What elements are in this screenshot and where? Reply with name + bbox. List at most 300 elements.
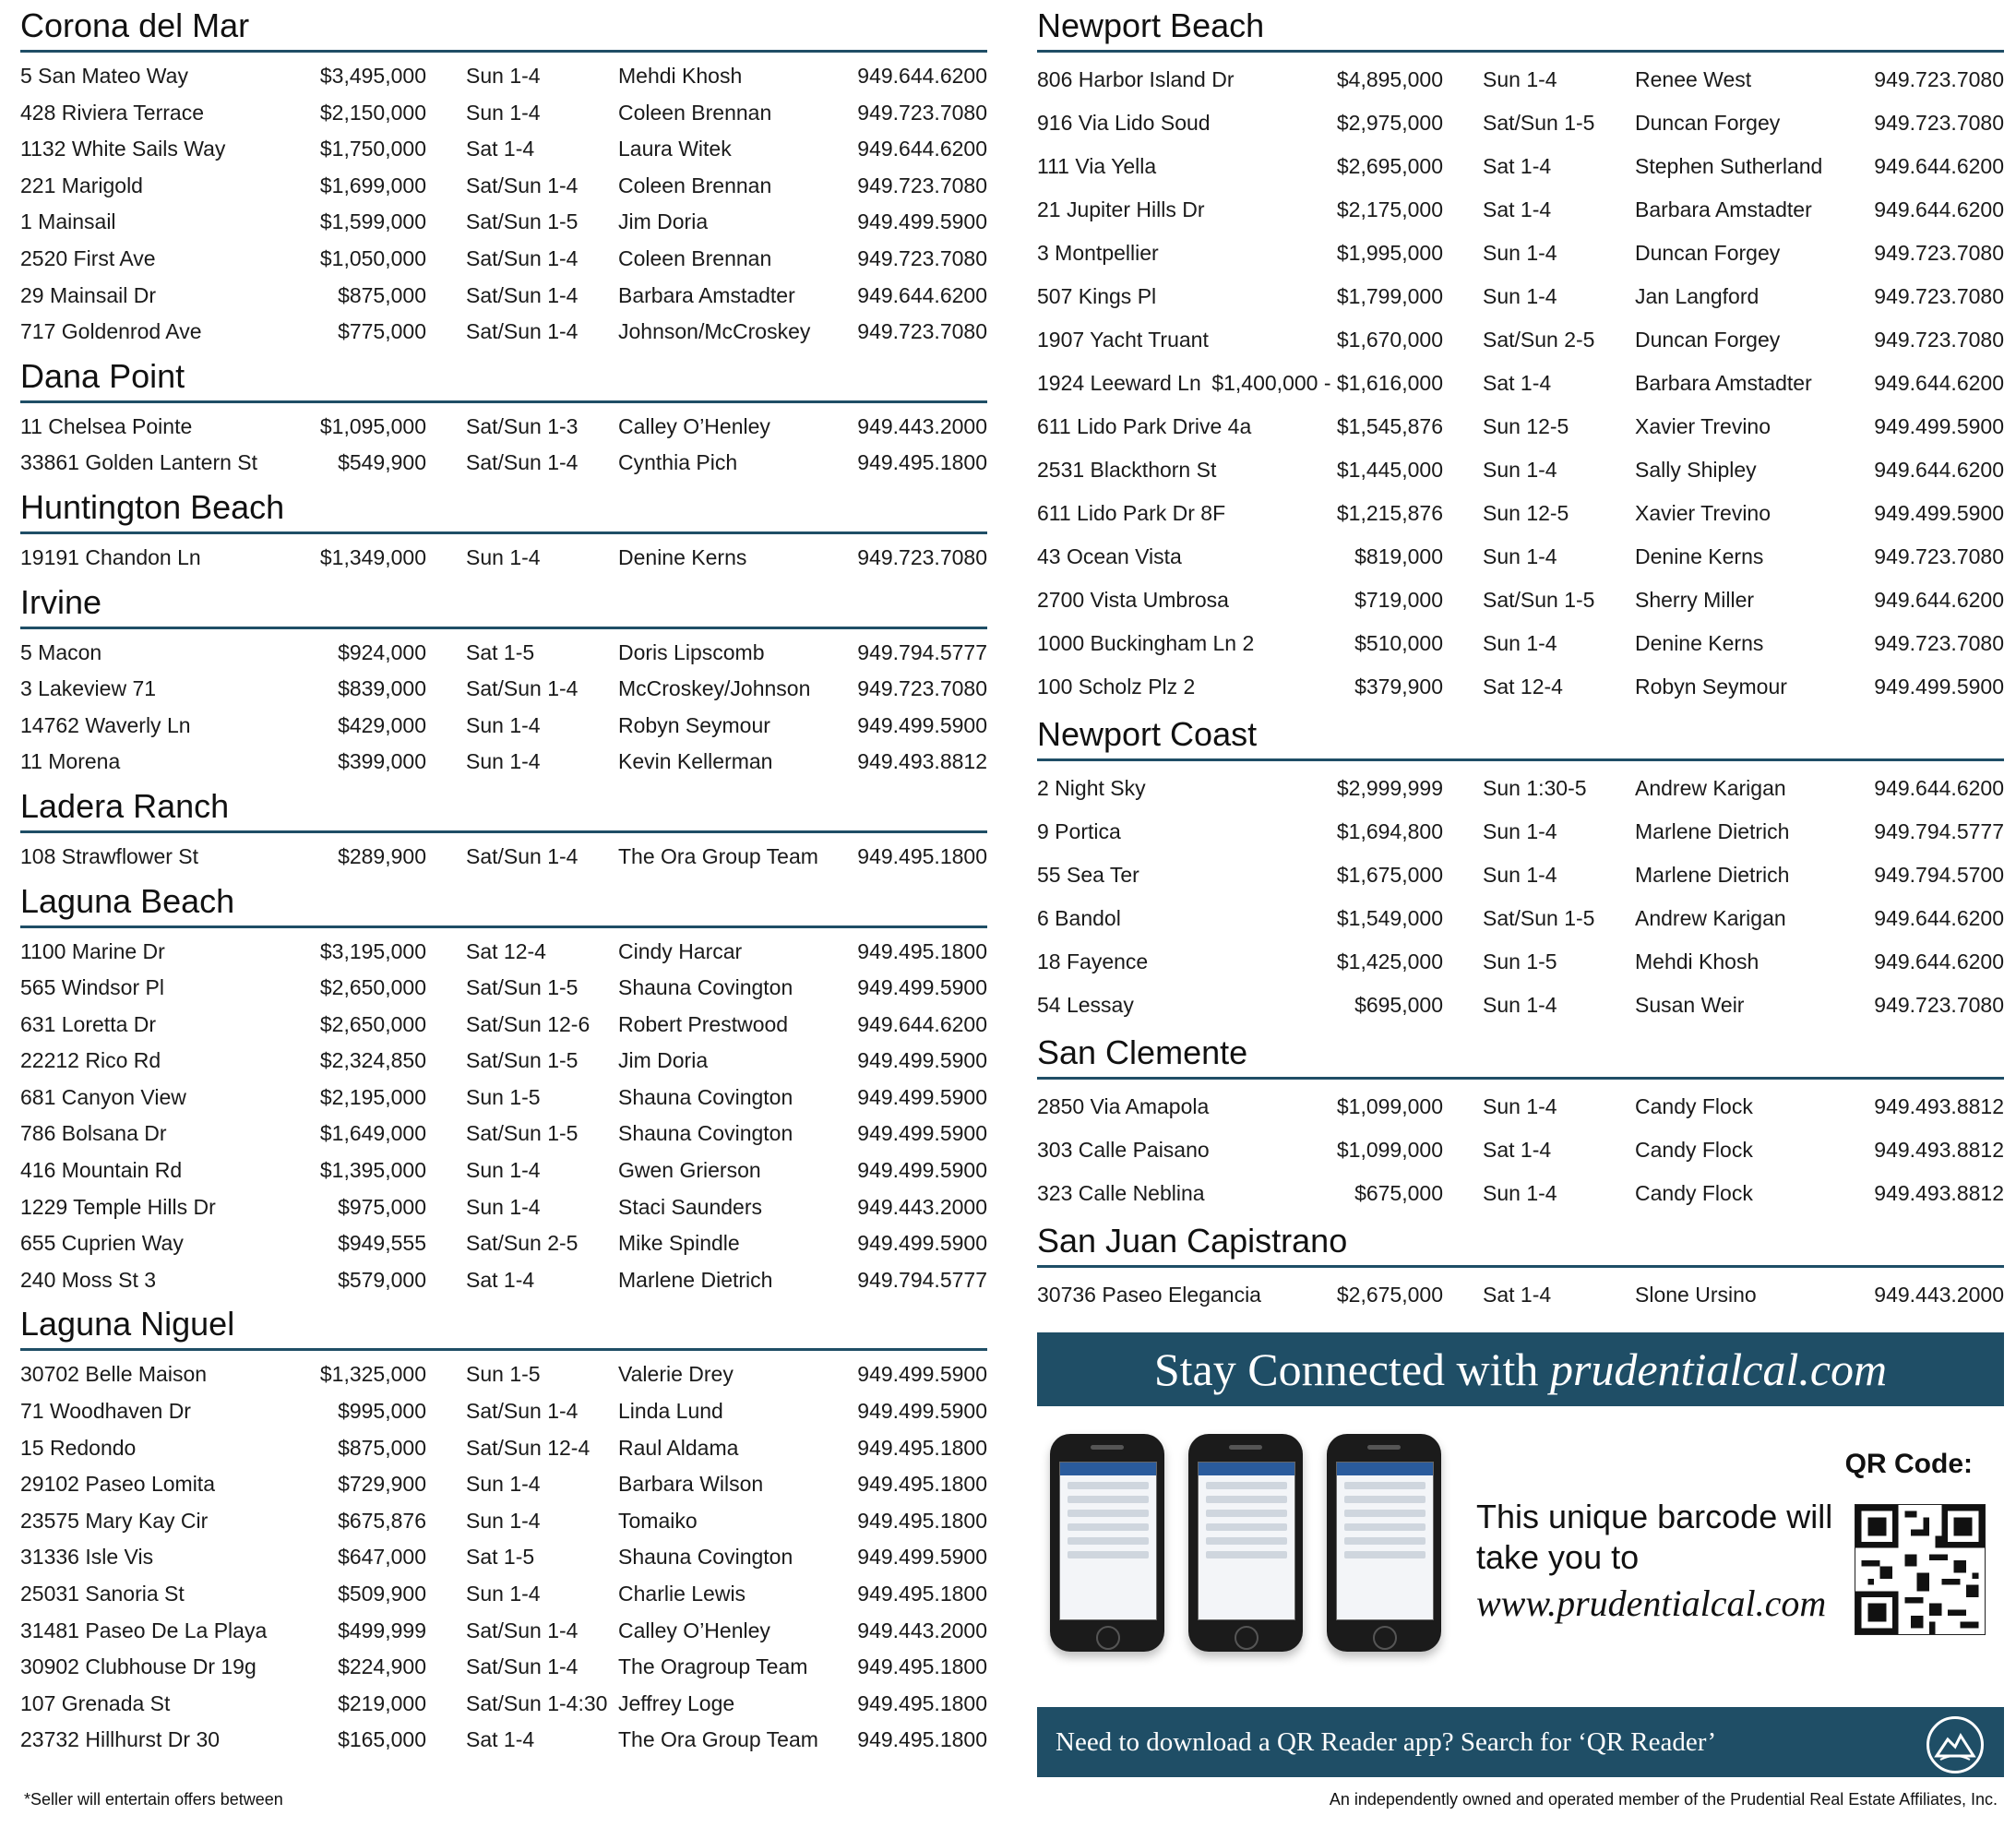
listing-row	[20, 1080, 987, 1116]
listing-price: $1,445,000	[1336, 458, 1443, 482]
listing-open-house-time: Sat/Sun 1-4:30	[466, 1690, 608, 1715]
listing-price: $1,325,000	[319, 1362, 426, 1387]
listing-price: $1,699,000	[319, 173, 426, 197]
listing-open-house-time: Sun 1-4	[466, 712, 541, 737]
listing-phone[interactable]: 949.644.6200	[857, 64, 987, 88]
listing-phone[interactable]: 949.499.5900	[1874, 501, 2004, 525]
listing-list	[20, 1351, 987, 1759]
listing-agent: Kevin Kellerman	[618, 749, 773, 774]
listing-phone[interactable]: 949.493.8812	[1874, 1138, 2004, 1162]
listing-open-house-time: Sun 1-4	[1483, 458, 1557, 482]
listing-open-house-time: Sat/Sun 1-5	[1483, 588, 1595, 612]
listing-agent: Candy Flock	[1635, 1094, 1753, 1118]
listing-address: 9 Portica	[1037, 819, 1121, 843]
banner-site[interactable]: prudentialcal.com	[1549, 1343, 1888, 1395]
listing-phone[interactable]: 949.723.7080	[857, 245, 987, 270]
listing-phone[interactable]: 949.493.8812	[857, 749, 987, 774]
listing-phone[interactable]: 949.723.7080	[1874, 241, 2004, 265]
listing-phone[interactable]: 949.499.5900	[857, 1545, 987, 1570]
listing-phone[interactable]: 949.644.6200	[1874, 371, 2004, 395]
qr-url[interactable]: www.prudentialcal.com	[1476, 1582, 1827, 1624]
listing-open-house-time: Sat/Sun 2-5	[1483, 328, 1595, 352]
listing-phone[interactable]: 949.723.7080	[1874, 67, 2004, 91]
listing-row	[1037, 145, 2004, 188]
listing-agent: Jeffrey Loge	[618, 1690, 735, 1715]
listing-open-house-time: Sat 1-5	[466, 639, 535, 664]
listing-phone[interactable]: 949.644.6200	[857, 1011, 987, 1036]
listing-agent: Barbara Amstadter	[1635, 371, 1812, 395]
listing-agent: Jim Doria	[618, 209, 709, 234]
listing-row	[20, 131, 987, 168]
listing-phone[interactable]: 949.495.1800	[857, 1472, 987, 1497]
qr-reader-bar	[1037, 1707, 2004, 1777]
listing-address: 107 Grenada St	[20, 1690, 171, 1715]
listing-open-house-time: Sat/Sun 1-4	[466, 450, 579, 475]
listing-open-house-time: Sun 1-4	[466, 1472, 541, 1497]
city-title: San Clemente	[1037, 1034, 2004, 1080]
listing-phone[interactable]: 949.493.8812	[1874, 1094, 2004, 1118]
listing-phone[interactable]: 949.794.5777	[857, 639, 987, 664]
listing-agent: Andrew Karigan	[1635, 906, 1786, 930]
listing-agent: Slone Ursino	[1635, 1283, 1757, 1307]
listing-row	[20, 445, 987, 482]
listing-address: 611 Lido Park Drive 4a	[1037, 414, 1252, 438]
city-section	[1037, 1223, 2004, 1317]
listing-address: 31336 Isle Vis	[20, 1545, 154, 1570]
listing-open-house-time: Sat/Sun 2-5	[466, 1231, 579, 1256]
listing-row	[20, 1262, 987, 1299]
listing-row	[1037, 665, 2004, 709]
listing-price: $1,395,000	[319, 1158, 426, 1183]
listing-list	[20, 534, 987, 577]
listing-address: 18 Fayence	[1037, 949, 1149, 973]
listing-open-house-time: Sun 1-4	[1483, 631, 1557, 655]
city-title: Newport Coast	[1037, 716, 2004, 761]
listing-phone[interactable]: 949.495.1800	[857, 843, 987, 868]
listing-address: 1229 Temple Hills Dr	[20, 1194, 216, 1219]
listing-price: $2,975,000	[1336, 111, 1443, 135]
listing-address: 806 Harbor Island Dr	[1037, 67, 1235, 91]
listing-phone[interactable]: 949.443.2000	[857, 1618, 987, 1642]
listing-phone[interactable]: 949.495.1800	[857, 450, 987, 475]
listing-open-house-time: Sun 1-4	[466, 749, 541, 774]
listing-open-house-time: Sat/Sun 1-4	[466, 1618, 579, 1642]
listing-list	[20, 928, 987, 1299]
listing-price: $379,900	[1354, 675, 1443, 699]
listing-address: 1907 Yacht Truant	[1037, 328, 1209, 352]
listing-phone[interactable]: 949.794.5700	[1874, 863, 2004, 887]
listing-open-house-time: Sat 1-4	[1483, 1283, 1552, 1307]
city-title: Laguna Niguel	[20, 1306, 987, 1351]
listing-list	[1037, 761, 2004, 1027]
listing-price: $719,000	[1354, 588, 1443, 612]
listing-row	[20, 314, 987, 351]
affiliate-disclaimer: An independently owned and operated member of the Prudential Real Estate Affiliates, Inc.	[1329, 1790, 1998, 1809]
listing-phone[interactable]: 949.644.6200	[1874, 154, 2004, 178]
listing-price: $579,000	[338, 1267, 426, 1292]
listing-agent: Mike Spindle	[618, 1231, 740, 1256]
listing-row	[1037, 940, 2004, 984]
listing-list	[20, 403, 987, 482]
listing-agent: Duncan Forgey	[1635, 111, 1781, 135]
listing-phone[interactable]: 949.443.2000	[857, 413, 987, 438]
listing-price: $695,000	[1354, 993, 1443, 1017]
listing-price: $3,195,000	[319, 938, 426, 963]
footnote: *Seller will entertain offers between	[24, 1790, 283, 1809]
listing-open-house-time: Sat 1-4	[1483, 154, 1552, 178]
listing-row	[1037, 1172, 2004, 1215]
listing-address: 43 Ocean Vista	[1037, 544, 1182, 568]
listing-address: 323 Calle Neblina	[1037, 1181, 1205, 1205]
listing-open-house-time: Sat 12-4	[1483, 675, 1563, 699]
listing-price: $839,000	[338, 676, 426, 701]
listing-row	[20, 1539, 987, 1576]
listing-address: 11 Morena	[20, 749, 121, 774]
listing-address: 303 Calle Paisano	[1037, 1138, 1210, 1162]
listing-address: 240 Moss St 3	[20, 1267, 157, 1292]
listing-phone[interactable]: 949.499.5900	[857, 209, 987, 234]
qr-code-label: QR Code:	[1844, 1449, 1973, 1479]
listing-agent: Cindy Harcar	[618, 938, 743, 963]
listing-price: $1,425,000	[1336, 949, 1443, 973]
qr-reader-text: Need to download a QR Reader app? Search for ‘QR Reader’	[1056, 1727, 1717, 1757]
listing-row	[20, 95, 987, 132]
listing-price: $1,095,000	[319, 413, 426, 438]
listing-open-house-time: Sat/Sun 1-5	[466, 209, 579, 234]
listing-open-house-time: Sat/Sun 1-3	[466, 413, 579, 438]
listing-row	[20, 1225, 987, 1262]
city-section	[20, 358, 987, 482]
listing-agent: Duncan Forgey	[1635, 328, 1781, 352]
listing-agent: McCroskey/Johnson	[618, 676, 811, 701]
listing-price: $2,175,000	[1336, 197, 1443, 221]
listing-phone[interactable]: 949.723.7080	[1874, 993, 2004, 1017]
listing-address: 22212 Rico Rd	[20, 1048, 161, 1073]
listing-phone[interactable]: 949.495.1800	[857, 1435, 987, 1460]
listing-phone[interactable]: 949.644.6200	[1874, 197, 2004, 221]
listing-address: 655 Cuprien Way	[20, 1231, 184, 1256]
listing-phone[interactable]: 949.499.5900	[1874, 414, 2004, 438]
listing-row	[1037, 579, 2004, 622]
listing-phone[interactable]: 949.499.5900	[857, 1399, 987, 1424]
listing-open-house-time: Sun 12-5	[1483, 414, 1569, 438]
listing-agent: Mehdi Khosh	[618, 64, 743, 88]
listing-price: $4,895,000	[1336, 67, 1443, 91]
listing-agent: Marlene Dietrich	[1635, 863, 1790, 887]
listing-phone[interactable]: 949.499.5900	[857, 712, 987, 737]
listing-agent: The Oragroup Team	[618, 1654, 808, 1679]
listing-address: 30702 Belle Maison	[20, 1362, 208, 1387]
listing-price: $549,900	[338, 450, 426, 475]
city-title: San Juan Capistrano	[1037, 1223, 2004, 1268]
listing-phone[interactable]: 949.644.6200	[857, 137, 987, 161]
listing-open-house-time: Sat 12-4	[466, 938, 546, 963]
right-column	[1037, 0, 2004, 1317]
listing-open-house-time: Sun 1-4	[466, 64, 541, 88]
listing-agent: Calley O’Henley	[618, 1618, 770, 1642]
listing-phone[interactable]: 949.499.5900	[857, 1362, 987, 1387]
listing-address: 29 Mainsail Dr	[20, 282, 156, 307]
listing-list	[1037, 1268, 2004, 1317]
listing-phone[interactable]: 949.644.6200	[1874, 776, 2004, 800]
listing-phone[interactable]: 949.723.7080	[857, 676, 987, 701]
listing-phone[interactable]: 949.723.7080	[1874, 284, 2004, 308]
listing-price: $1,099,000	[1336, 1138, 1443, 1162]
listing-row	[1037, 1273, 2004, 1317]
city-title: Huntington Beach	[20, 489, 987, 534]
listing-price: $2,695,000	[1336, 154, 1443, 178]
listing-agent: Laura Witek	[618, 137, 732, 161]
listing-row	[1037, 405, 2004, 448]
listing-agent: Susan Weir	[1635, 993, 1745, 1017]
listing-price: $1,215,876	[1336, 501, 1443, 525]
listing-address: 15 Redondo	[20, 1435, 137, 1460]
listing-agent: Shauna Covington	[618, 1084, 793, 1109]
listing-row	[1037, 810, 2004, 854]
listing-phone[interactable]: 949.495.1800	[857, 938, 987, 963]
listing-phone[interactable]: 949.644.6200	[1874, 949, 2004, 973]
listing-row	[20, 744, 987, 781]
listing-row	[20, 671, 987, 708]
listing-address: 507 Kings Pl	[1037, 284, 1157, 308]
listing-list	[1037, 1080, 2004, 1215]
listing-phone[interactable]: 949.443.2000	[1874, 1283, 2004, 1307]
listing-agent: Sally Shipley	[1635, 458, 1757, 482]
qr-code-icon[interactable]	[1855, 1504, 1986, 1635]
listing-phone[interactable]: 949.644.6200	[1874, 906, 2004, 930]
listing-open-house-time: Sat/Sun 1-5	[466, 1121, 579, 1146]
listing-phone[interactable]: 949.499.5900	[857, 1158, 987, 1183]
listing-phone[interactable]: 949.723.7080	[1874, 328, 2004, 352]
listing-phone[interactable]: 949.499.5900	[857, 1048, 987, 1073]
listing-agent: Johnson/McCroskey	[618, 319, 811, 344]
listing-phone[interactable]: 949.443.2000	[857, 1194, 987, 1219]
smartphone-icon	[1050, 1434, 1164, 1652]
city-section	[1037, 716, 2004, 1027]
listing-price: $2,650,000	[319, 1011, 426, 1036]
listing-phone[interactable]: 949.723.7080	[1874, 544, 2004, 568]
listing-open-house-time: Sun 12-5	[1483, 501, 1569, 525]
listing-row	[1037, 188, 2004, 232]
qr-description: This unique barcode will take you to	[1476, 1498, 1833, 1576]
listing-address: 19191 Chandon Ln	[20, 544, 201, 569]
smartphone-icon	[1188, 1434, 1303, 1652]
listing-open-house-time: Sun 1-4	[1483, 863, 1557, 887]
listing-price: $2,675,000	[1336, 1283, 1443, 1307]
listing-agent: Robert Prestwood	[618, 1011, 789, 1036]
listing-address: 2 Night Sky	[1037, 776, 1146, 800]
listing-open-house-time: Sun 1-4	[1483, 993, 1557, 1017]
listing-agent: Jim Doria	[618, 1048, 709, 1073]
listing-agent: Mehdi Khosh	[1635, 949, 1760, 973]
listing-address: 1 Mainsail	[20, 209, 116, 234]
listing-agent: Barbara Amstadter	[618, 282, 795, 307]
city-section	[20, 788, 987, 876]
listing-row	[1037, 897, 2004, 940]
listing-address: 71 Woodhaven Dr	[20, 1399, 191, 1424]
listing-open-house-time: Sat/Sun 1-4	[466, 319, 579, 344]
listing-address: 23732 Hillhurst Dr 30	[20, 1727, 221, 1752]
listing-open-house-time: Sat/Sun 1-4	[466, 245, 579, 270]
listing-phone[interactable]: 949.644.6200	[857, 282, 987, 307]
listing-address: 14762 Waverly Ln	[20, 712, 191, 737]
listing-address: 6 Bandol	[1037, 906, 1121, 930]
listing-phone[interactable]: 949.495.1800	[857, 1727, 987, 1752]
listing-price: $675,000	[1354, 1181, 1443, 1205]
listing-agent: Cynthia Pich	[618, 450, 738, 475]
listing-address: 111 Via Yella	[1037, 154, 1157, 178]
listing-agent: Barbara Wilson	[618, 1472, 764, 1497]
listing-open-house-time: Sun 1-5	[466, 1362, 541, 1387]
listing-address: 1132 White Sails Way	[20, 137, 226, 161]
listing-row	[20, 1189, 987, 1226]
listing-address: 1924 Leeward Ln	[1037, 371, 1201, 395]
listing-price: $1,400,000 - $1,616,000	[1211, 371, 1443, 395]
listing-price: $2,195,000	[319, 1084, 426, 1109]
listing-price: $2,150,000	[319, 100, 426, 125]
listing-open-house-time: Sun 1-5	[1483, 949, 1557, 973]
listing-price: $1,995,000	[1336, 241, 1443, 265]
listing-phone[interactable]: 949.723.7080	[857, 173, 987, 197]
listing-price: $1,670,000	[1336, 328, 1443, 352]
listing-price: $1,599,000	[319, 209, 426, 234]
listing-row	[1037, 362, 2004, 405]
listing-address: 416 Mountain Rd	[20, 1158, 183, 1183]
city-section	[20, 1306, 987, 1759]
listing-agent: Valerie Drey	[618, 1362, 734, 1387]
listing-address: 2850 Via Amapola	[1037, 1094, 1210, 1118]
listing-agent: Andrew Karigan	[1635, 776, 1786, 800]
listing-price: $1,545,876	[1336, 414, 1443, 438]
rock-logo-icon	[1927, 1716, 1984, 1773]
listing-agent: Barbara Amstadter	[1635, 197, 1812, 221]
listing-agent: Sherry Miller	[1635, 588, 1755, 612]
listing-agent: Shauna Covington	[618, 1545, 793, 1570]
listing-open-house-time: Sat 1-4	[1483, 1138, 1552, 1162]
listing-row	[20, 1722, 987, 1759]
listing-address: 31481 Paseo De La Playa	[20, 1618, 268, 1642]
listing-row	[20, 58, 987, 95]
listing-open-house-time: Sun 1-4	[466, 1508, 541, 1533]
listing-row	[20, 1116, 987, 1152]
listing-phone[interactable]: 949.499.5900	[1874, 675, 2004, 699]
listing-price: $224,900	[338, 1654, 426, 1679]
listing-agent: Doris Lipscomb	[618, 639, 765, 664]
listing-agent: Robyn Seymour	[618, 712, 770, 737]
listing-phone[interactable]: 949.499.5900	[857, 975, 987, 1000]
listing-address: 221 Marigold	[20, 173, 143, 197]
listing-open-house-time: Sat/Sun 1-4	[466, 1654, 579, 1679]
listing-price: $2,999,999	[1336, 776, 1443, 800]
listing-phone[interactable]: 949.723.7080	[857, 544, 987, 569]
listing-price: $975,000	[338, 1194, 426, 1219]
listing-address: 5 Macon	[20, 639, 102, 664]
listing-row	[20, 635, 987, 672]
listing-agent: Shauna Covington	[618, 975, 793, 1000]
listing-row	[20, 1613, 987, 1650]
listing-agent: Candy Flock	[1635, 1181, 1753, 1205]
listing-address: 5 San Mateo Way	[20, 64, 188, 88]
listing-agent: The Ora Group Team	[618, 843, 818, 868]
listing-price: $1,649,000	[319, 1121, 426, 1146]
listing-open-house-time: Sat 1-4	[466, 1727, 535, 1752]
listing-row	[20, 934, 987, 971]
listing-address: 681 Canyon View	[20, 1084, 186, 1109]
listing-row	[20, 540, 987, 577]
listing-phone[interactable]: 949.723.7080	[857, 100, 987, 125]
listing-row	[1037, 622, 2004, 665]
listing-row	[1037, 535, 2004, 579]
city-title: Laguna Beach	[20, 883, 987, 928]
listing-agent: Shauna Covington	[618, 1121, 793, 1146]
listing-phone[interactable]: 949.723.7080	[1874, 631, 2004, 655]
listing-row	[20, 970, 987, 1007]
listing-row	[20, 204, 987, 241]
listing-open-house-time: Sat/Sun 1-4	[466, 676, 579, 701]
listing-agent: Staci Saunders	[618, 1194, 762, 1219]
listing-phone[interactable]: 949.499.5900	[857, 1084, 987, 1109]
listing-phone[interactable]: 949.495.1800	[857, 1508, 987, 1533]
listing-agent: Coleen Brennan	[618, 173, 772, 197]
listing-address: 100 Scholz Plz 2	[1037, 675, 1196, 699]
listing-agent: Candy Flock	[1635, 1138, 1753, 1162]
listing-phone[interactable]: 949.794.5777	[857, 1267, 987, 1292]
listing-price: $1,349,000	[319, 544, 426, 569]
listing-address: 55 Sea Ter	[1037, 863, 1139, 887]
listing-phone[interactable]: 949.794.5777	[1874, 819, 2004, 843]
listing-phone[interactable]: 949.495.1800	[857, 1654, 987, 1679]
listing-price: $949,555	[338, 1231, 426, 1256]
listing-list	[20, 53, 987, 351]
listing-phone[interactable]: 949.644.6200	[1874, 458, 2004, 482]
listing-row	[20, 1430, 987, 1467]
listing-row	[1037, 102, 2004, 145]
city-section	[20, 489, 987, 577]
listing-phone[interactable]: 949.723.7080	[1874, 111, 2004, 135]
listing-row	[20, 1393, 987, 1430]
listing-address: 30902 Clubhouse Dr 19g	[20, 1654, 256, 1679]
listing-address: 11 Chelsea Pointe	[20, 413, 193, 438]
listing-phone[interactable]: 949.644.6200	[1874, 588, 2004, 612]
listing-agent: Renee West	[1635, 67, 1752, 91]
listing-phone[interactable]: 949.723.7080	[857, 319, 987, 344]
listing-phone[interactable]: 949.493.8812	[1874, 1181, 2004, 1205]
listing-open-house-time: Sun 1-4	[466, 1158, 541, 1183]
listing-open-house-time: Sat/Sun 12-6	[466, 1011, 590, 1036]
listing-phone[interactable]: 949.499.5900	[857, 1121, 987, 1146]
listing-price: $647,000	[338, 1545, 426, 1570]
listing-agent: Charlie Lewis	[618, 1582, 746, 1606]
listing-row	[1037, 232, 2004, 275]
listing-open-house-time: Sun 1-4	[1483, 544, 1557, 568]
city-title: Dana Point	[20, 358, 987, 403]
listing-list	[20, 833, 987, 876]
city-title: Corona del Mar	[20, 7, 987, 53]
listing-phone[interactable]: 949.495.1800	[857, 1690, 987, 1715]
listing-agent: Jan Langford	[1635, 284, 1760, 308]
listing-row	[20, 278, 987, 315]
listing-row	[20, 1503, 987, 1540]
listing-agent: Raul Aldama	[618, 1435, 739, 1460]
listing-address: 3 Montpellier	[1037, 241, 1159, 265]
listing-price: $3,495,000	[319, 64, 426, 88]
listing-row	[1037, 984, 2004, 1027]
listing-phone[interactable]: 949.499.5900	[857, 1231, 987, 1256]
listing-price: $775,000	[338, 319, 426, 344]
listing-phone[interactable]: 949.495.1800	[857, 1582, 987, 1606]
listing-price: $675,876	[338, 1508, 426, 1533]
listing-price: $2,324,850	[319, 1048, 426, 1073]
